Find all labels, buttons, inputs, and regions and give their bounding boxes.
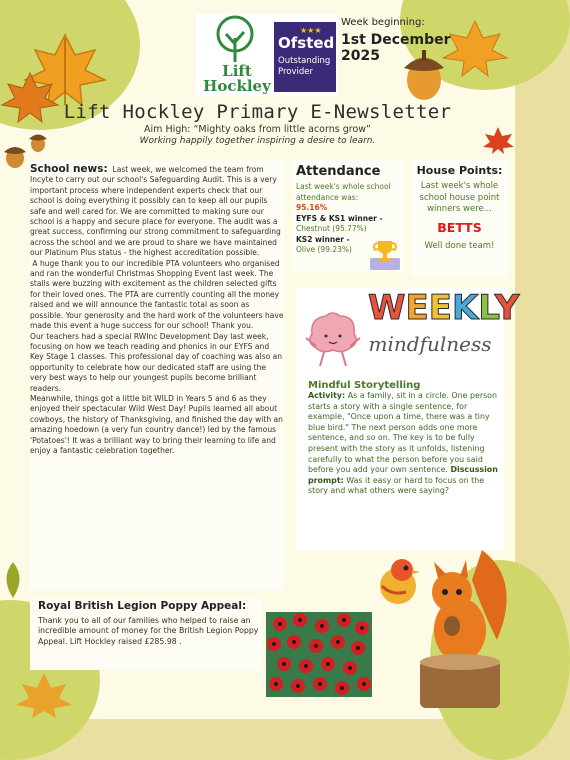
brain-character-icon — [302, 308, 364, 370]
school-aim: Aim High: “Mighty oaks from little acorns grow” — [144, 124, 371, 135]
house-points-text: Last week's whole school house point winners were... — [419, 181, 500, 214]
attendance-percentage: 95.16% — [296, 203, 328, 212]
house-points-panel — [411, 160, 508, 276]
stars-icon: ★★★ — [300, 26, 322, 35]
activity-text: As a family, sit in a circle. One person starts a story with a single sentence, for example, "Once upon a time, there was a tiny blue bird." The next person adds one more sentence, and so on. The key is to be fully present with the story as it unfolds, listening carefully to what the person before you said before you add your own sentence. — [308, 391, 498, 475]
leaf-icon — [0, 560, 26, 600]
poppy-image — [266, 612, 372, 697]
banner-letter: L — [478, 288, 495, 328]
attendance-heading: Attendance — [296, 164, 381, 179]
logo-box — [196, 14, 338, 96]
mindfulness-panel — [296, 288, 520, 550]
news-paragraph: A huge thank you to our incredible PTA volunteers who organised and ran the wonderful Christmas Shopping Event last week. The stalls were buzzing with excitement as the children selected gifts for their loved ones. The PTA are currently counting all the money raised and we will announce the fantastic total as soon as possible. Your generosity and the hard work of the volunteers have made this event a huge success for our school! Thank you. — [30, 258, 284, 331]
news-paragraph: Our teachers had a special RWInc Development Day last week, focusing on how we teach reading and phonics in our EYFS and Key Stage 1 classes. This professional day of coaching was also an opportunity to celebrate how our dedicated staff are using the very best ways to help our youngest pupils become brilliant readers. — [30, 331, 283, 393]
mindfulness-subtitle: mindfulness — [368, 332, 492, 356]
autumn-leaf-icon — [14, 670, 74, 719]
winner-value: Olive (99.23%) — [296, 245, 352, 254]
news-paragraph: Last week, we welcomed the team from Incyte to carry out our school's Safeguarding Audit. This is a very important process where independent experts check that our school is doing everything it possibly can to keep all our pupils safe and well cared for. We are committed to making sure our school is a happy and secure place for everyone. The audit was a great success, confirming our strong commitment to safeguarding across the school and we are proud to share we have maintained our Platinum Plus status - the highest accreditation possible. — [30, 165, 281, 258]
mindfulness-body: Activity: As a family, sit in a circle. One person starts a story with a single sentence, for example, "Once upon a time, there was a tiny blue bird." The next person adds one more sentence, and so on. The key is to be fully present with the story as it unfolds, listening carefully to what the person before you said before you add your own sentence. Discussion prompt: Was it easy or hard to focus on the story and what others were saying? — [308, 391, 498, 496]
poppy-appeal-panel — [30, 598, 262, 670]
attendance-text: Last week's whole school attendance was: 95.16% EYFS & KS1 winner - Chestnut (95.77%) KS2 winner - Olive (99.23%) — [296, 182, 404, 256]
ofsted-brand: Ofsted — [278, 34, 335, 52]
school-news-panel — [30, 160, 284, 590]
banner-letter: Y — [494, 288, 520, 328]
banner-letter: K — [451, 288, 479, 328]
week-label: Week beginning: — [341, 17, 425, 28]
house-winner: BETTS — [437, 219, 482, 235]
attendance-panel — [292, 160, 404, 272]
prompt-text: Was it easy or hard to focus on the story and what others were saying? — [308, 475, 485, 496]
winner-label: EYFS & KS1 winner - — [296, 213, 383, 223]
week-date: 1st December 2025 — [341, 32, 451, 64]
news-paragraph: Meanwhile, things got a little bit WILD in Years 5 and 6 as they enjoyed their spectacular Wild West Day! Pupils learned all about cowboys, the history of Thanksgiving, and finished the day with an amazing hoedown (a very fun country dance!) led by the famous 'Potatoes'! It was a brilliant way to bring their learning to life and enjoy a fantastic celebration together. — [30, 393, 283, 455]
school-news-heading: School news: — [30, 163, 108, 175]
winner-value: Chestnut (95.77%) — [296, 224, 367, 233]
poppy-text: Thank you to all of our families who helped to raise an incredible amount of money for the British Legion Poppy Appeal. Lift Hockley raised £285.98 . — [38, 616, 259, 646]
banner-letter: W — [368, 288, 406, 328]
ofsted-rating: Outstanding Provider — [278, 56, 331, 77]
weekly-banner — [368, 288, 519, 328]
school-logo-text: Lift Hockley — [203, 62, 271, 95]
mindfulness-title: Mindful Storytelling — [308, 380, 421, 391]
poppy-heading: Royal British Legion Poppy Appeal: — [38, 600, 247, 612]
house-points-heading: House Points: — [416, 164, 503, 177]
banner-letter: E — [428, 288, 452, 328]
house-congrats: Well done team! — [424, 240, 495, 251]
squirrel-icon — [412, 540, 512, 710]
newsletter-title: Lift Hockley Primary E-Newsletter — [63, 101, 452, 123]
tree-logo-icon — [208, 14, 262, 64]
school-news-text — [30, 164, 284, 456]
ofsted-logo — [274, 22, 336, 92]
banner-letter: E — [405, 288, 429, 328]
trophy-icon — [370, 238, 400, 270]
winner-label: KS2 winner - — [296, 234, 350, 244]
school-tagline: Working happily together inspiring a desire to learn. — [139, 136, 376, 146]
week-beginning — [341, 17, 451, 64]
